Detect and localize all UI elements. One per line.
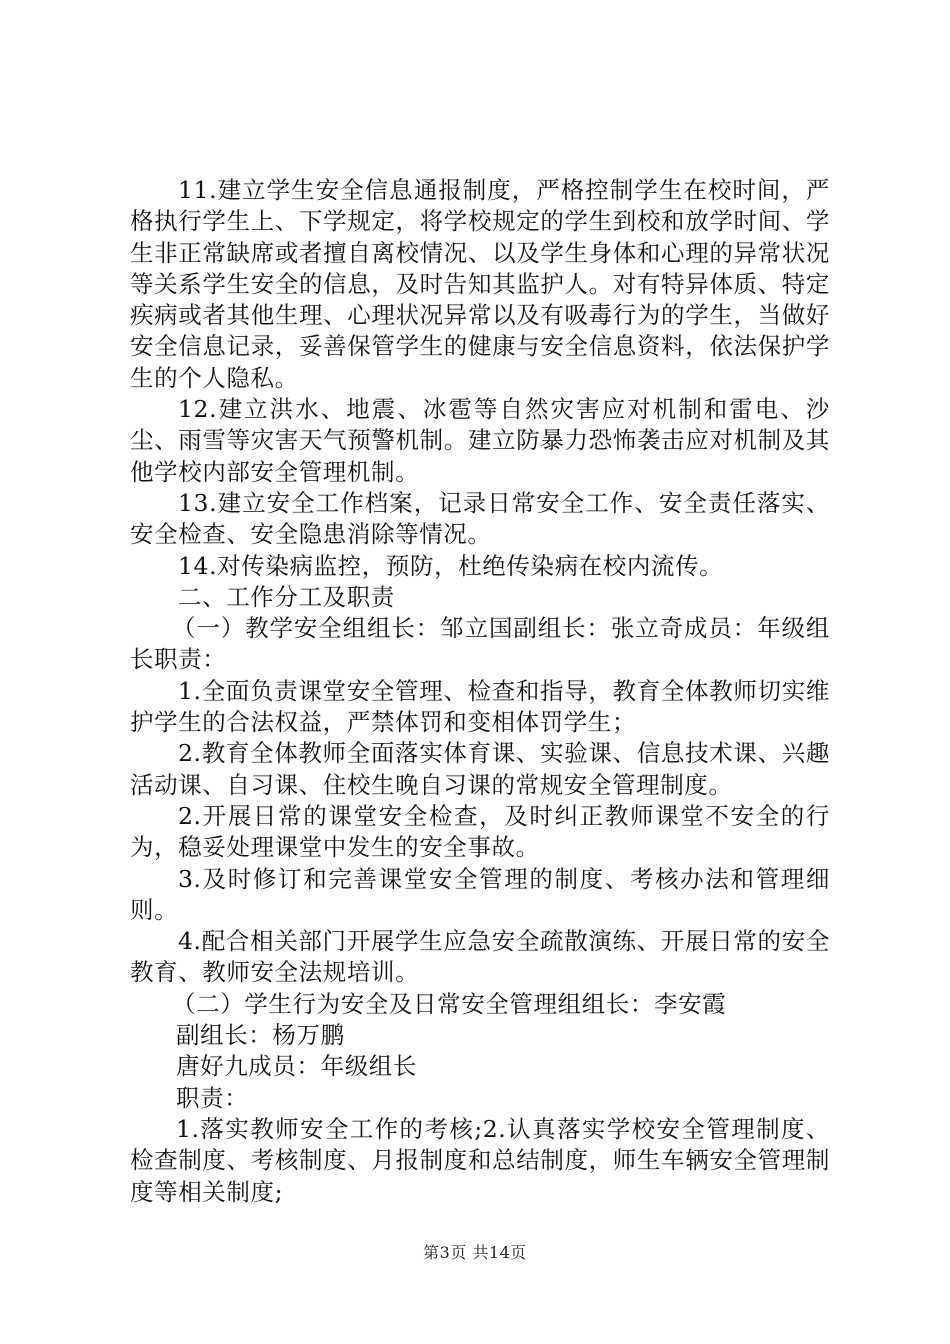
deputy-leader-line: 副组长：杨万鹏 <box>176 1021 345 1050</box>
duty-item-3: 3.及时修订和完善课堂安全管理的制度、考核办法和管理细则。 <box>130 864 830 924</box>
page-number-footer: 第3页 共14页 <box>423 1243 527 1262</box>
paragraph-item-13: 13.建立安全工作档案，记录日常安全工作、安全责任落实、安全检查、安全隐患消除等情况。 <box>130 488 830 549</box>
duty-item-2b: 2.开展日常的课堂安全检查，及时纠正教师课堂不安全的行为，稳妥处理课堂中发生的安全事故。 <box>130 801 830 862</box>
paragraph-item-11: 11.建立学生安全信息通报制度，严格控制学生在校时间，严格执行学生上、下学规定，将学校规定的学生到校和放学时间、学生非正常缺席或者擅自离校情况、以及学生身体和心理的异常状况等关系学生安全的信息，及时告知其监护人。对有特异体质、特定疾病或者其他生理、心理状况异常以及有吸毒行为的学生，当做好安全信息记录，妥善保管学生的健康与安全信息资料，依法保护学生的个人隐私。 <box>130 176 830 392</box>
paragraph-item-14: 14.对传染病监控，预防，杜绝传染病在校内流传。 <box>178 551 724 580</box>
duty-item-4: 4.配合相关部门开展学生应急安全疏散演练、开展日常的安全教育、教师安全法规培训。 <box>130 927 830 987</box>
duty-item-combined: 1.落实教师安全工作的考核;2.认真落实学校安全管理制度、检查制度、考核制度、月报制度和总结制度，师生车辆安全管理制度等相关制度; <box>130 1114 830 1206</box>
subsection-teaching-safety: （一）教学安全组组长：邹立国副组长：张立奇成员：年级组长职责： <box>130 614 830 674</box>
subsection-student-behavior: （二）学生行为安全及日常安全管理组组长：李安霞 <box>172 989 727 1018</box>
paragraph-item-12: 12.建立洪水、地震、冰雹等自然灾害应对机制和雷电、沙尘、雨雪等灾害天气预警机制。建立防暴力恐怖袭击应对机制及其他学校内部安全管理机制。 <box>130 395 830 486</box>
duty-item-2a: 2.教育全体教师全面落实体育课、实验课、信息技术课、兴趣活动课、自习课、住校生晚自习课的常规安全管理制度。 <box>130 739 830 799</box>
duty-item-1: 1.全面负责课堂安全管理、检查和指导，教育全体教师切实维护学生的合法权益，严禁体罚和变相体罚学生； <box>130 676 830 737</box>
document-body <box>130 175 830 1208</box>
members-line: 唐好九成员：年级组长 <box>176 1052 417 1081</box>
duties-label: 职责： <box>176 1083 249 1112</box>
section-heading-division: 二、工作分工及职责 <box>178 582 395 611</box>
